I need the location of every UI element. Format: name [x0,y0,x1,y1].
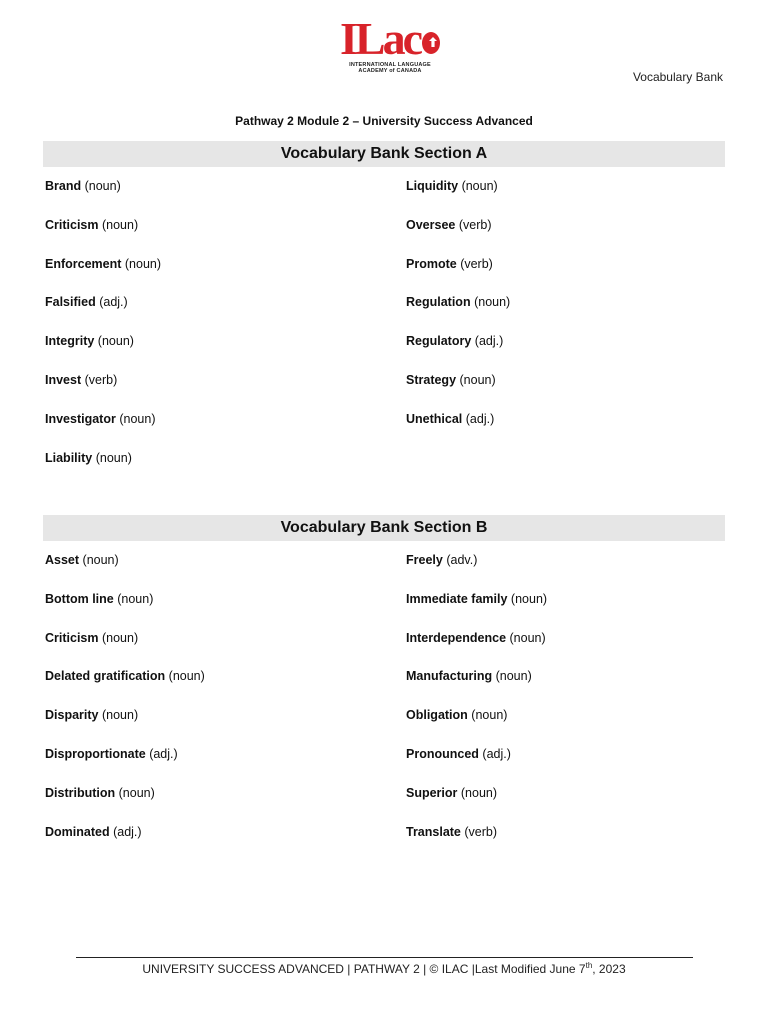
vocab-word: Superior [406,785,458,800]
part-of-speech: (verb) [458,217,492,232]
part-of-speech: (noun) [97,334,134,349]
footer-superscript: th [585,961,593,970]
vocab-entry [45,218,375,257]
part-of-speech: (noun) [460,785,498,800]
footer-text-end: , 2023 [592,962,626,976]
part-of-speech: (noun) [168,669,205,684]
section-a-left-column [45,179,375,489]
vocab-entry [45,553,375,592]
vocab-word: Liability [45,450,93,465]
vocab-word: Delated gratification [45,669,166,684]
ilac-logo [340,13,440,76]
vocab-word: Criticism [45,217,99,232]
vocab-word: Distribution [45,785,116,800]
vocab-word: Freely [406,553,443,567]
part-of-speech: (adj.) [113,824,142,839]
part-of-speech: (noun) [118,785,155,800]
vocab-entry [406,553,736,592]
part-of-speech: (adv.) [446,553,478,567]
vocab-word: Regulatory [406,334,472,349]
vocab-word: Pronounced [406,746,479,761]
vocab-entry [406,708,736,747]
vocab-word: Integrity [45,334,95,349]
part-of-speech: (noun) [101,217,139,232]
vocab-word: Promote [406,256,457,271]
vocab-word: Manufacturing [406,669,493,684]
vocab-word: Immediate family [406,591,508,606]
part-of-speech: (noun) [119,411,156,426]
part-of-speech: (verb) [460,256,493,271]
vocab-word: Investigator [45,411,116,426]
vocab-entry [406,631,736,670]
vocab-word: Invest [45,372,82,387]
vocab-entry [406,373,736,412]
vocab-entry [45,786,375,825]
vocab-entry [406,218,736,257]
vocab-word: Unethical [406,411,463,426]
part-of-speech: (adj.) [149,746,178,761]
vocab-entry [406,592,736,631]
vocab-entry [45,373,375,412]
part-of-speech: (noun) [124,256,162,271]
section-a-heading: Vocabulary Bank Section A [43,141,725,167]
vocab-word: Interdependence [406,630,507,645]
vocab-entry [406,669,736,708]
footer-divider [76,957,693,958]
vocab-entry [45,295,375,334]
vocab-word: Asset [45,553,80,567]
vocab-entry [406,179,736,218]
vocab-word: Dominated [45,824,110,839]
part-of-speech: (adj.) [474,334,504,349]
vocab-word: Obligation [406,708,468,723]
part-of-speech: (noun) [95,450,132,465]
vocab-word: Brand [45,179,82,193]
vocab-entry [45,179,375,218]
part-of-speech: (adj.) [99,295,128,310]
section-a-right-column [406,179,736,451]
page-subtitle: Pathway 2 Module 2 – University Success Advanced [235,114,533,128]
vocab-entry [45,451,375,490]
logo-tagline-1: INTERNATIONAL LANGUAGE [349,62,431,68]
part-of-speech: (noun) [471,708,508,723]
part-of-speech: (verb) [464,824,498,839]
vocab-entry [45,334,375,373]
maple-leaf-icon [422,32,440,54]
footer-text: UNIVERSITY SUCCESS ADVANCED | PATHWAY 2 | © ILAC |Last Modified June 7 [142,962,586,976]
section-b-heading: Vocabulary Bank Section B [43,515,725,541]
vocab-word: Regulation [406,295,471,310]
vocab-entry [45,631,375,670]
vocab-word: Falsified [45,295,96,310]
part-of-speech: (adj.) [482,746,511,761]
part-of-speech: (noun) [510,591,548,606]
vocab-entry [45,747,375,786]
vocab-entry [45,669,375,708]
vocab-entry [406,825,736,864]
vocab-word: Disproportionate [45,746,146,761]
vocab-entry [45,592,375,631]
vocab-entry [406,747,736,786]
logo-wordmark: ILac [340,13,420,64]
vocab-entry [406,334,736,373]
vocab-word: Strategy [406,372,457,387]
vocab-word: Enforcement [45,256,122,271]
part-of-speech: (noun) [101,630,139,645]
logo-tagline-2: ACADEMY of CANADA [358,68,422,74]
vocab-word: Translate [406,824,461,839]
part-of-speech: (noun) [459,372,496,387]
part-of-speech: (adj.) [465,411,495,426]
vocab-entry [45,708,375,747]
part-of-speech: (noun) [474,295,511,310]
document-label: Vocabulary Bank [632,70,723,84]
vocab-entry [406,412,736,451]
part-of-speech: (noun) [82,553,119,567]
part-of-speech: (noun) [509,630,546,645]
page-footer [0,961,768,976]
section-b-left-column [45,553,375,863]
vocab-word: Bottom line [45,591,114,606]
vocab-word: Liquidity [406,179,459,193]
part-of-speech: (verb) [84,372,118,387]
part-of-speech: (noun) [117,591,154,606]
vocab-entry [45,257,375,296]
vocab-entry [406,257,736,296]
part-of-speech: (noun) [461,179,498,193]
part-of-speech: (noun) [495,669,532,684]
part-of-speech: (noun) [101,708,139,723]
vocab-entry [45,825,375,864]
vocab-entry [406,295,736,334]
vocab-word: Oversee [406,217,456,232]
vocab-entry [45,412,375,451]
section-b-right-column [406,553,736,863]
part-of-speech: (noun) [84,179,121,193]
vocab-word: Criticism [45,630,99,645]
vocab-entry [406,786,736,825]
vocab-word: Disparity [45,708,99,723]
